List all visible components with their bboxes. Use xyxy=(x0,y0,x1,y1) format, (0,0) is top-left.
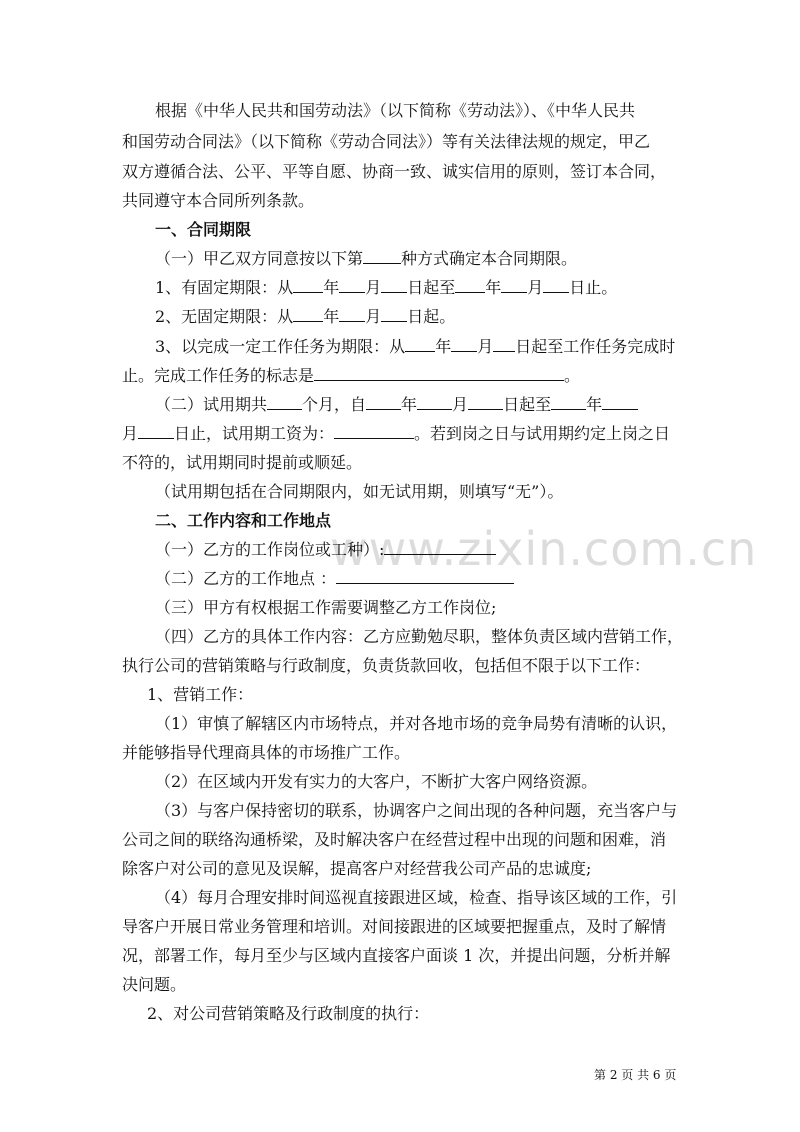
position-line: （一）乙方的工作岗位或工种）: xyxy=(155,540,725,560)
blank-field xyxy=(543,278,569,293)
paragraph-line: （3）与客户保持密切的联系，协调客户之间出现的各种问题，充当客户与 xyxy=(155,801,678,820)
blank-field xyxy=(366,395,401,410)
paragraph-line: 双方遵循合法、公平、平等自愿、协商一致、诚实信用的原则，签订本合同， xyxy=(122,162,667,181)
probation-line: （二）试用期共 个月，自 年 月 日起至 年 xyxy=(155,395,725,415)
paragraph-line: 导客户开展日常业务管理和培训。对间接跟进的区域要把握重点，及时了解情 xyxy=(122,917,667,936)
blank-field xyxy=(314,366,564,381)
open-term-line: 2、无固定期限：从 年 月 日起。 xyxy=(155,307,456,326)
paragraph-line: 并能够指导代理商具体的市场推广工作。 xyxy=(122,743,411,762)
blank-field xyxy=(551,395,586,410)
blank-field xyxy=(451,337,477,352)
paragraph-line: （4）每月合理安排时间巡视直接跟进区域，检查、指导该区域的工作，引 xyxy=(155,888,678,907)
blank-field xyxy=(293,278,323,293)
paragraph-line: 2、对公司营销策略及行政制度的执行： xyxy=(147,1004,430,1023)
probation-end-line: 月 日止，试用期工资为： 。若到岗之日与试用期约定上岗之日 xyxy=(122,424,671,443)
paragraph-line: （2）在区域内开发有实力的大客户，不断扩大客户网络资源。 xyxy=(155,772,598,791)
fixed-term-line: 1、有固定期限：从 年 月 日起至 年 月 日止。 xyxy=(155,278,618,297)
blank-field xyxy=(468,395,503,410)
paragraph-line: 共同遵守本合同所列条款。 xyxy=(122,191,315,210)
paragraph-line: （试用期包括在合同期限内，如无试用期，则填写“无”）。 xyxy=(155,482,564,501)
blank-field xyxy=(381,307,407,322)
blank-field xyxy=(339,307,365,322)
paragraph-line: 除客户对公司的意见及误解，提高客户对经营我公司产品的忠诚度; xyxy=(122,859,592,878)
blank-field xyxy=(381,278,407,293)
blank-field xyxy=(334,424,414,439)
paragraph-line: （三）甲方有权根据工作需要调整乙方工作岗位; xyxy=(155,598,497,617)
blank-field xyxy=(339,278,365,293)
blank-field xyxy=(267,395,302,410)
location-line: （二）乙方的工作地点 ： xyxy=(155,569,725,589)
paragraph-line: 1、营销工作： xyxy=(147,685,254,704)
paragraph-line: （1）审慎了解辖区内市场特点，并对各地市场的竞争局势有清晰的认识， xyxy=(155,714,678,733)
term-choice-line: （一）甲乙双方同意按以下第 种方式确定本合同期限。 xyxy=(155,249,578,268)
section-heading: 二、工作内容和工作地点 xyxy=(155,511,332,530)
paragraph-line: 况，部署工作，每月至少与区域内直接客户面谈 1 次，并提出问题，分析并解 xyxy=(122,946,671,965)
task-term-line: 3、以完成一定工作任务为期限：从 年 月 日起至工作任务完成时 xyxy=(155,337,676,356)
blank-field xyxy=(455,278,485,293)
paragraph-line: 公司之间的联络沟通桥梁，及时解决客户在经营过程中出现的问题和困难，消 xyxy=(122,830,667,849)
blank-field xyxy=(602,395,638,410)
paragraph-line: （四）乙方的具体工作内容：乙方应勤勉尽职，整体负责区域内营销工作， xyxy=(155,627,684,646)
paragraph-line: 决问题。 xyxy=(122,975,187,994)
blank-field xyxy=(405,337,435,352)
page-number: 第 2 页 共 6 页 xyxy=(594,1068,677,1082)
paragraph-line: 不符的，试用期同时提前或顺延。 xyxy=(122,453,363,472)
task-completion-line: 止。完成工作任务的标志是 。 xyxy=(122,366,581,385)
blank-field xyxy=(138,424,174,439)
paragraph-line: 根据《中华人民共和国劳动法》（以下简称《劳动法》）、《中华人民共 xyxy=(155,101,636,120)
paragraph-line: 执行公司的营销策略与行政制度，负责货款回收，包括但不限于以下工作： xyxy=(122,656,651,675)
blank-field xyxy=(336,569,514,584)
blank-field xyxy=(293,307,323,322)
watermark: www.zixin.com.cn xyxy=(330,522,758,576)
section-heading: 一、合同期限 xyxy=(155,220,252,239)
paragraph-line: 和国劳动合同法》（以下简称《劳动合同法》）等有关法律法规的规定，甲乙 xyxy=(122,132,651,151)
blank-field xyxy=(384,540,496,555)
blank-field xyxy=(493,337,515,352)
blank-field xyxy=(363,249,401,264)
blank-field xyxy=(501,278,527,293)
blank-field xyxy=(417,395,452,410)
